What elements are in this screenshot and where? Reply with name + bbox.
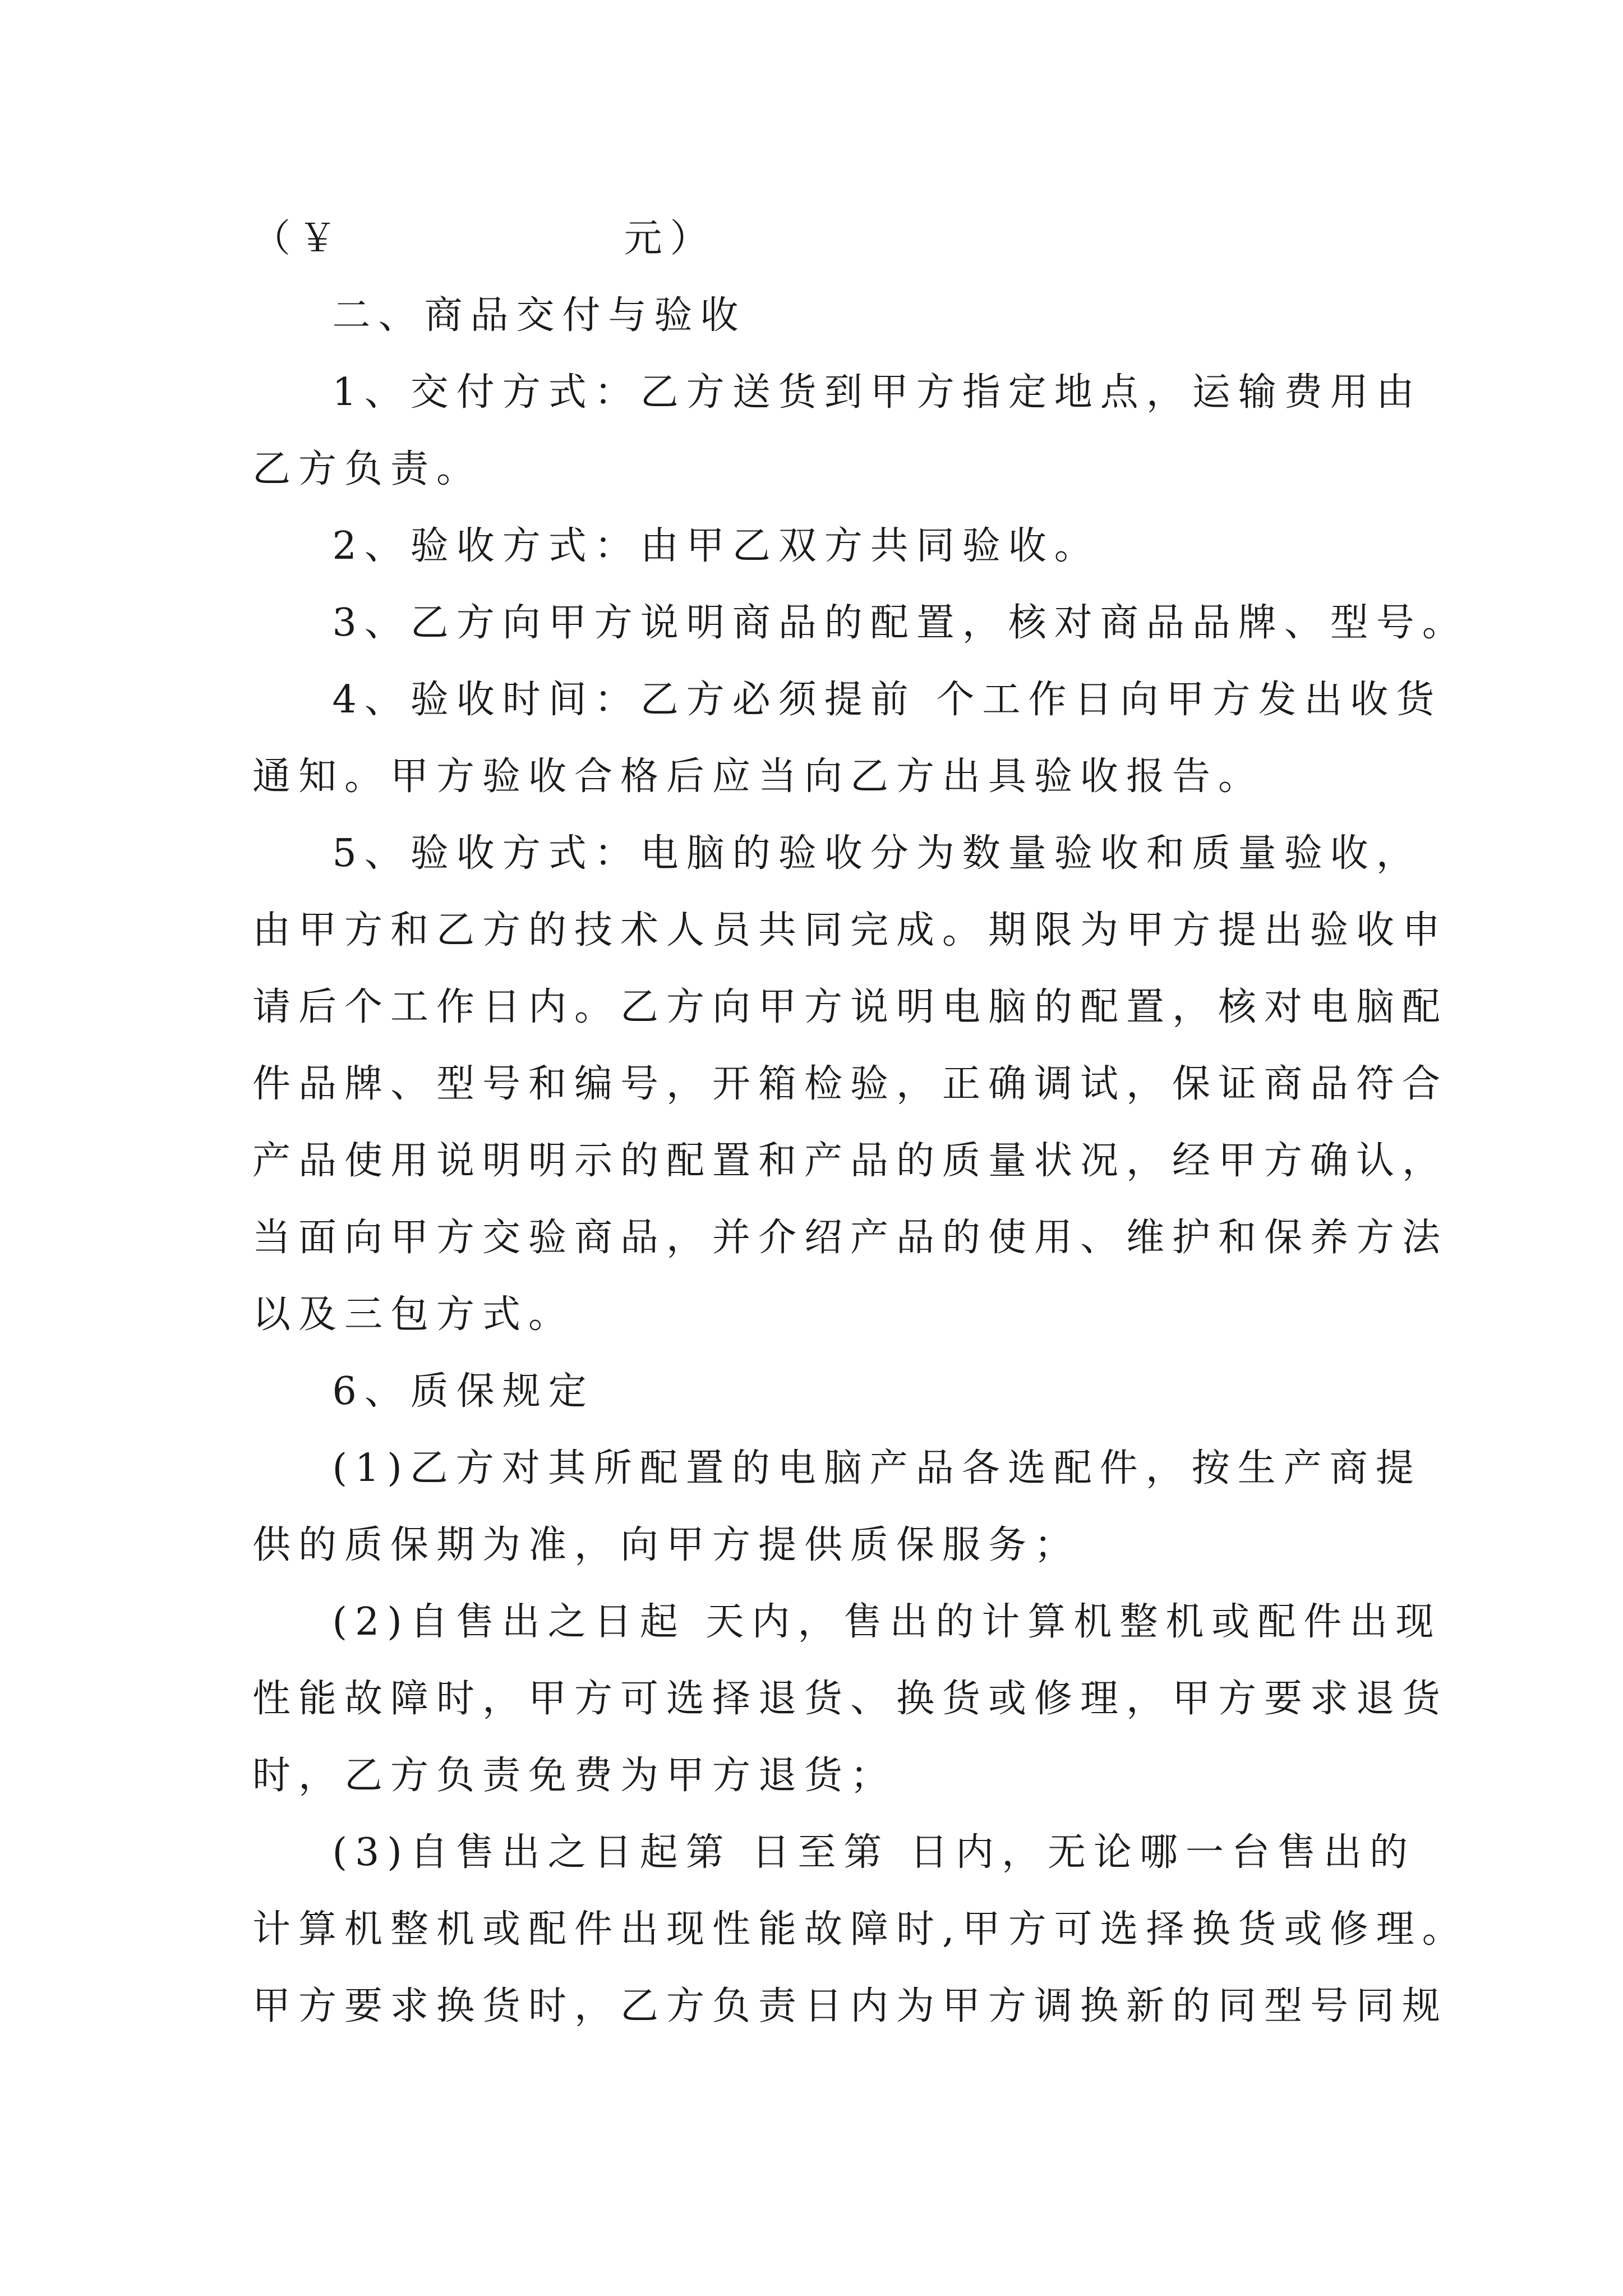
text-line: 产品使用说明明示的配置和产品的质量状况，经甲方确认， [252,1139,1449,1183]
text-line: 以及三包方式。 [252,1292,575,1337]
text-line: 请后个工作日内。乙方向甲方说明电脑的配置，核对电脑配 [252,985,1449,1029]
text-line: 3、乙方向甲方说明商品的配置，核对商品品牌、型号。 [252,601,1468,645]
text-line: 甲方要求换货时，乙方负责日内为甲方调换新的同型号同规 [252,1984,1449,2028]
section-heading: 二、商品交付与验收 [252,293,746,338]
text-line: 6、质保规定 [252,1369,594,1414]
text-line: 5、验收方式：电脑的验收分为数量验收和质量验收， [252,831,1422,876]
text-line: (1)乙方对其所配置的电脑产品各选配件，按生产商提 [252,1446,1422,1490]
text-line: 供的质保期为准，向甲方提供质保服务； [252,1523,1081,1567]
text-line: 2、验收方式：由甲乙双方共同验收。 [252,524,1100,568]
text-line: 1、交付方式：乙方送货到甲方指定地点，运输费用由 [252,370,1422,415]
text-line: 时，乙方负责免费为甲方退货； [252,1754,897,1798]
text-line: 乙方负责。 [252,447,483,491]
text-line: 件品牌、型号和编号，开箱检验，正确调试，保证商品符合 [252,1062,1449,1106]
text-line: (3)自售出之日起第 日至第 日内，无论哪一台售出的 [252,1830,1416,1875]
text-line: (2)自售出之日起 天内，售出的计算机整机或配件出现 [252,1600,1442,1644]
text-line: 由甲方和乙方的技术人员共同完成。期限为甲方提出验收申 [252,908,1449,953]
text-line: 通知。甲方验收合格后应当向乙方出具验收报告。 [252,754,1265,799]
text-line: 4、验收时间：乙方必须提前 个工作日向甲方发出收货 [252,678,1442,722]
text-line: 性能故障时，甲方可选择退货、换货或修理，甲方要求退货 [252,1677,1449,1721]
text-line: 当面向甲方交验商品，并介绍产品的使用、维护和保养方法 [252,1216,1449,1260]
text-line: 计算机整机或配件出现性能故障时,甲方可选择换货或修理。 [252,1907,1468,1952]
text-line: （￥ 元） [252,217,716,261]
